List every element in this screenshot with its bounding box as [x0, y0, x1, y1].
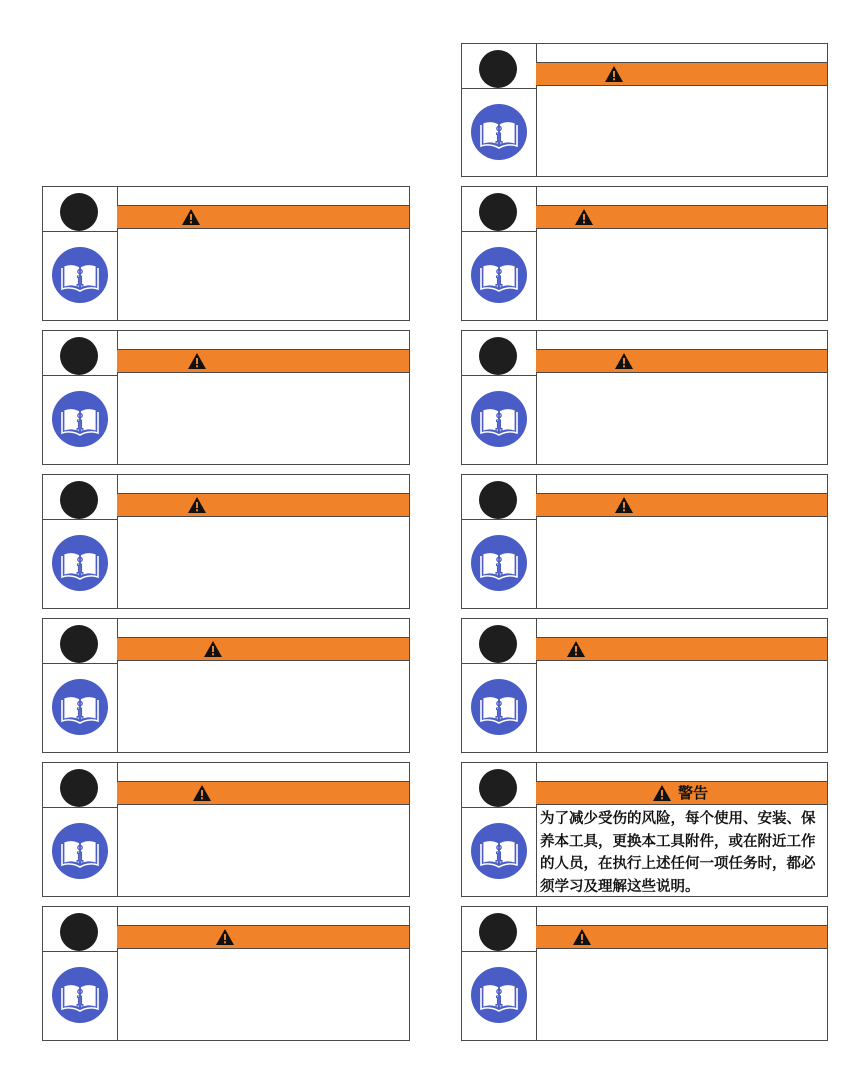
- warning-panel: [42, 618, 410, 753]
- icon-column: [462, 475, 537, 608]
- warning-panel: [461, 762, 828, 897]
- warning-panel: [42, 906, 410, 1041]
- divider: [462, 807, 536, 808]
- icon-column: [462, 44, 537, 176]
- read-manual-icon: [52, 247, 108, 303]
- warning-bar: [117, 349, 409, 373]
- divider: [462, 663, 536, 664]
- icon-column: [43, 763, 118, 896]
- warning-bar: [117, 637, 409, 661]
- warning-panel: [461, 474, 828, 609]
- panel-header-blank: [117, 907, 409, 925]
- warning-triangle-icon: [192, 784, 212, 802]
- panel-header-blank: [536, 331, 827, 349]
- black-disc-icon: [479, 50, 517, 88]
- black-disc-icon: [479, 769, 517, 807]
- warning-bar: [117, 493, 409, 517]
- warning-triangle-icon: [187, 352, 207, 370]
- panel-header-blank: [117, 763, 409, 781]
- icon-column: [43, 907, 118, 1040]
- icon-column: [462, 763, 537, 896]
- black-disc-icon: [479, 481, 517, 519]
- warning-text: [540, 520, 823, 604]
- warning-text: 为了减少受伤的风险，每个使用、安装、保养本工具，更换本工具附件，或在附近工作的人员，在执行上述任何一项任务时，都必须学习及理解这些说明。: [540, 810, 816, 895]
- black-disc-icon: [479, 625, 517, 663]
- warning-text: [121, 952, 405, 1036]
- read-manual-icon: [471, 104, 527, 160]
- warning-text: [540, 952, 823, 1036]
- icon-column: [43, 619, 118, 752]
- warning-panel: [461, 330, 828, 465]
- warning-triangle-icon: [181, 208, 201, 226]
- read-manual-icon: [471, 967, 527, 1023]
- divider: [43, 231, 117, 232]
- panel-header-blank: [117, 475, 409, 493]
- warning-panel: [42, 330, 410, 465]
- divider: [462, 231, 536, 232]
- warning-text: [121, 664, 405, 748]
- warning-panel: [42, 474, 410, 609]
- icon-column: [462, 619, 537, 752]
- warning-panel: [461, 43, 828, 177]
- warning-bar: [536, 349, 827, 373]
- panel-header-blank: [536, 44, 827, 62]
- warning-bar: [536, 925, 827, 949]
- panel-header-blank: [117, 619, 409, 637]
- panel-header-blank: [536, 907, 827, 925]
- warning-triangle-icon: [215, 928, 235, 946]
- divider: [43, 375, 117, 376]
- icon-column: [462, 187, 537, 320]
- black-disc-icon: [60, 337, 98, 375]
- black-disc-icon: [60, 769, 98, 807]
- black-disc-icon: [60, 193, 98, 231]
- read-manual-icon: [471, 391, 527, 447]
- warning-triangle-icon: [187, 496, 207, 514]
- black-disc-icon: [60, 481, 98, 519]
- icon-column: [462, 907, 537, 1040]
- warning-triangle-icon: [652, 784, 672, 802]
- warning-bar: [117, 925, 409, 949]
- warning-bar: [536, 205, 827, 229]
- black-disc-icon: [479, 337, 517, 375]
- warning-text: [540, 89, 823, 172]
- warning-text: [540, 232, 823, 316]
- panel-header-blank: [536, 763, 827, 781]
- divider: [462, 951, 536, 952]
- warning-panel: [42, 186, 410, 321]
- black-disc-icon: [60, 625, 98, 663]
- black-disc-icon: [479, 913, 517, 951]
- read-manual-icon: [52, 535, 108, 591]
- warning-panel: [461, 186, 828, 321]
- black-disc-icon: [60, 913, 98, 951]
- warning-triangle-icon: [566, 640, 586, 658]
- warning-bar: [117, 781, 409, 805]
- warning-text: [121, 376, 405, 460]
- warning-bar: [536, 62, 827, 86]
- warning-text: [121, 520, 405, 604]
- warning-triangle-icon: [604, 65, 624, 83]
- divider: [462, 375, 536, 376]
- read-manual-icon: [52, 391, 108, 447]
- warning-panel: [461, 906, 828, 1041]
- panel-header-blank: [536, 619, 827, 637]
- icon-column: [43, 331, 118, 464]
- warning-label: 警告: [678, 784, 709, 802]
- warning-text: [540, 376, 823, 460]
- warning-triangle-icon: [572, 928, 592, 946]
- warning-triangle-icon: [203, 640, 223, 658]
- divider: [43, 807, 117, 808]
- divider: [43, 519, 117, 520]
- warning-text: [121, 808, 405, 892]
- read-manual-icon: [52, 823, 108, 879]
- warning-panel: [42, 762, 410, 897]
- panel-header-blank: [536, 187, 827, 205]
- divider: [462, 519, 536, 520]
- warning-panel: [461, 618, 828, 753]
- warning-bar: [117, 205, 409, 229]
- icon-column: [462, 331, 537, 464]
- divider: [43, 663, 117, 664]
- read-manual-icon: [471, 679, 527, 735]
- read-manual-icon: [52, 967, 108, 1023]
- warning-triangle-icon: [574, 208, 594, 226]
- panel-header-blank: [117, 331, 409, 349]
- warning-triangle-icon: [614, 352, 634, 370]
- warning-bar: [536, 493, 827, 517]
- read-manual-icon: [471, 823, 527, 879]
- read-manual-icon: [52, 679, 108, 735]
- black-disc-icon: [479, 193, 517, 231]
- warning-text: [540, 664, 823, 748]
- divider: [43, 951, 117, 952]
- icon-column: [43, 475, 118, 608]
- warning-bar: [536, 781, 827, 805]
- panel-header-blank: [117, 187, 409, 205]
- warning-bar: [536, 637, 827, 661]
- read-manual-icon: [471, 535, 527, 591]
- warning-triangle-icon: [614, 496, 634, 514]
- read-manual-icon: [471, 247, 527, 303]
- icon-column: [43, 187, 118, 320]
- warning-text: [121, 232, 405, 316]
- divider: [462, 88, 536, 89]
- panel-header-blank: [536, 475, 827, 493]
